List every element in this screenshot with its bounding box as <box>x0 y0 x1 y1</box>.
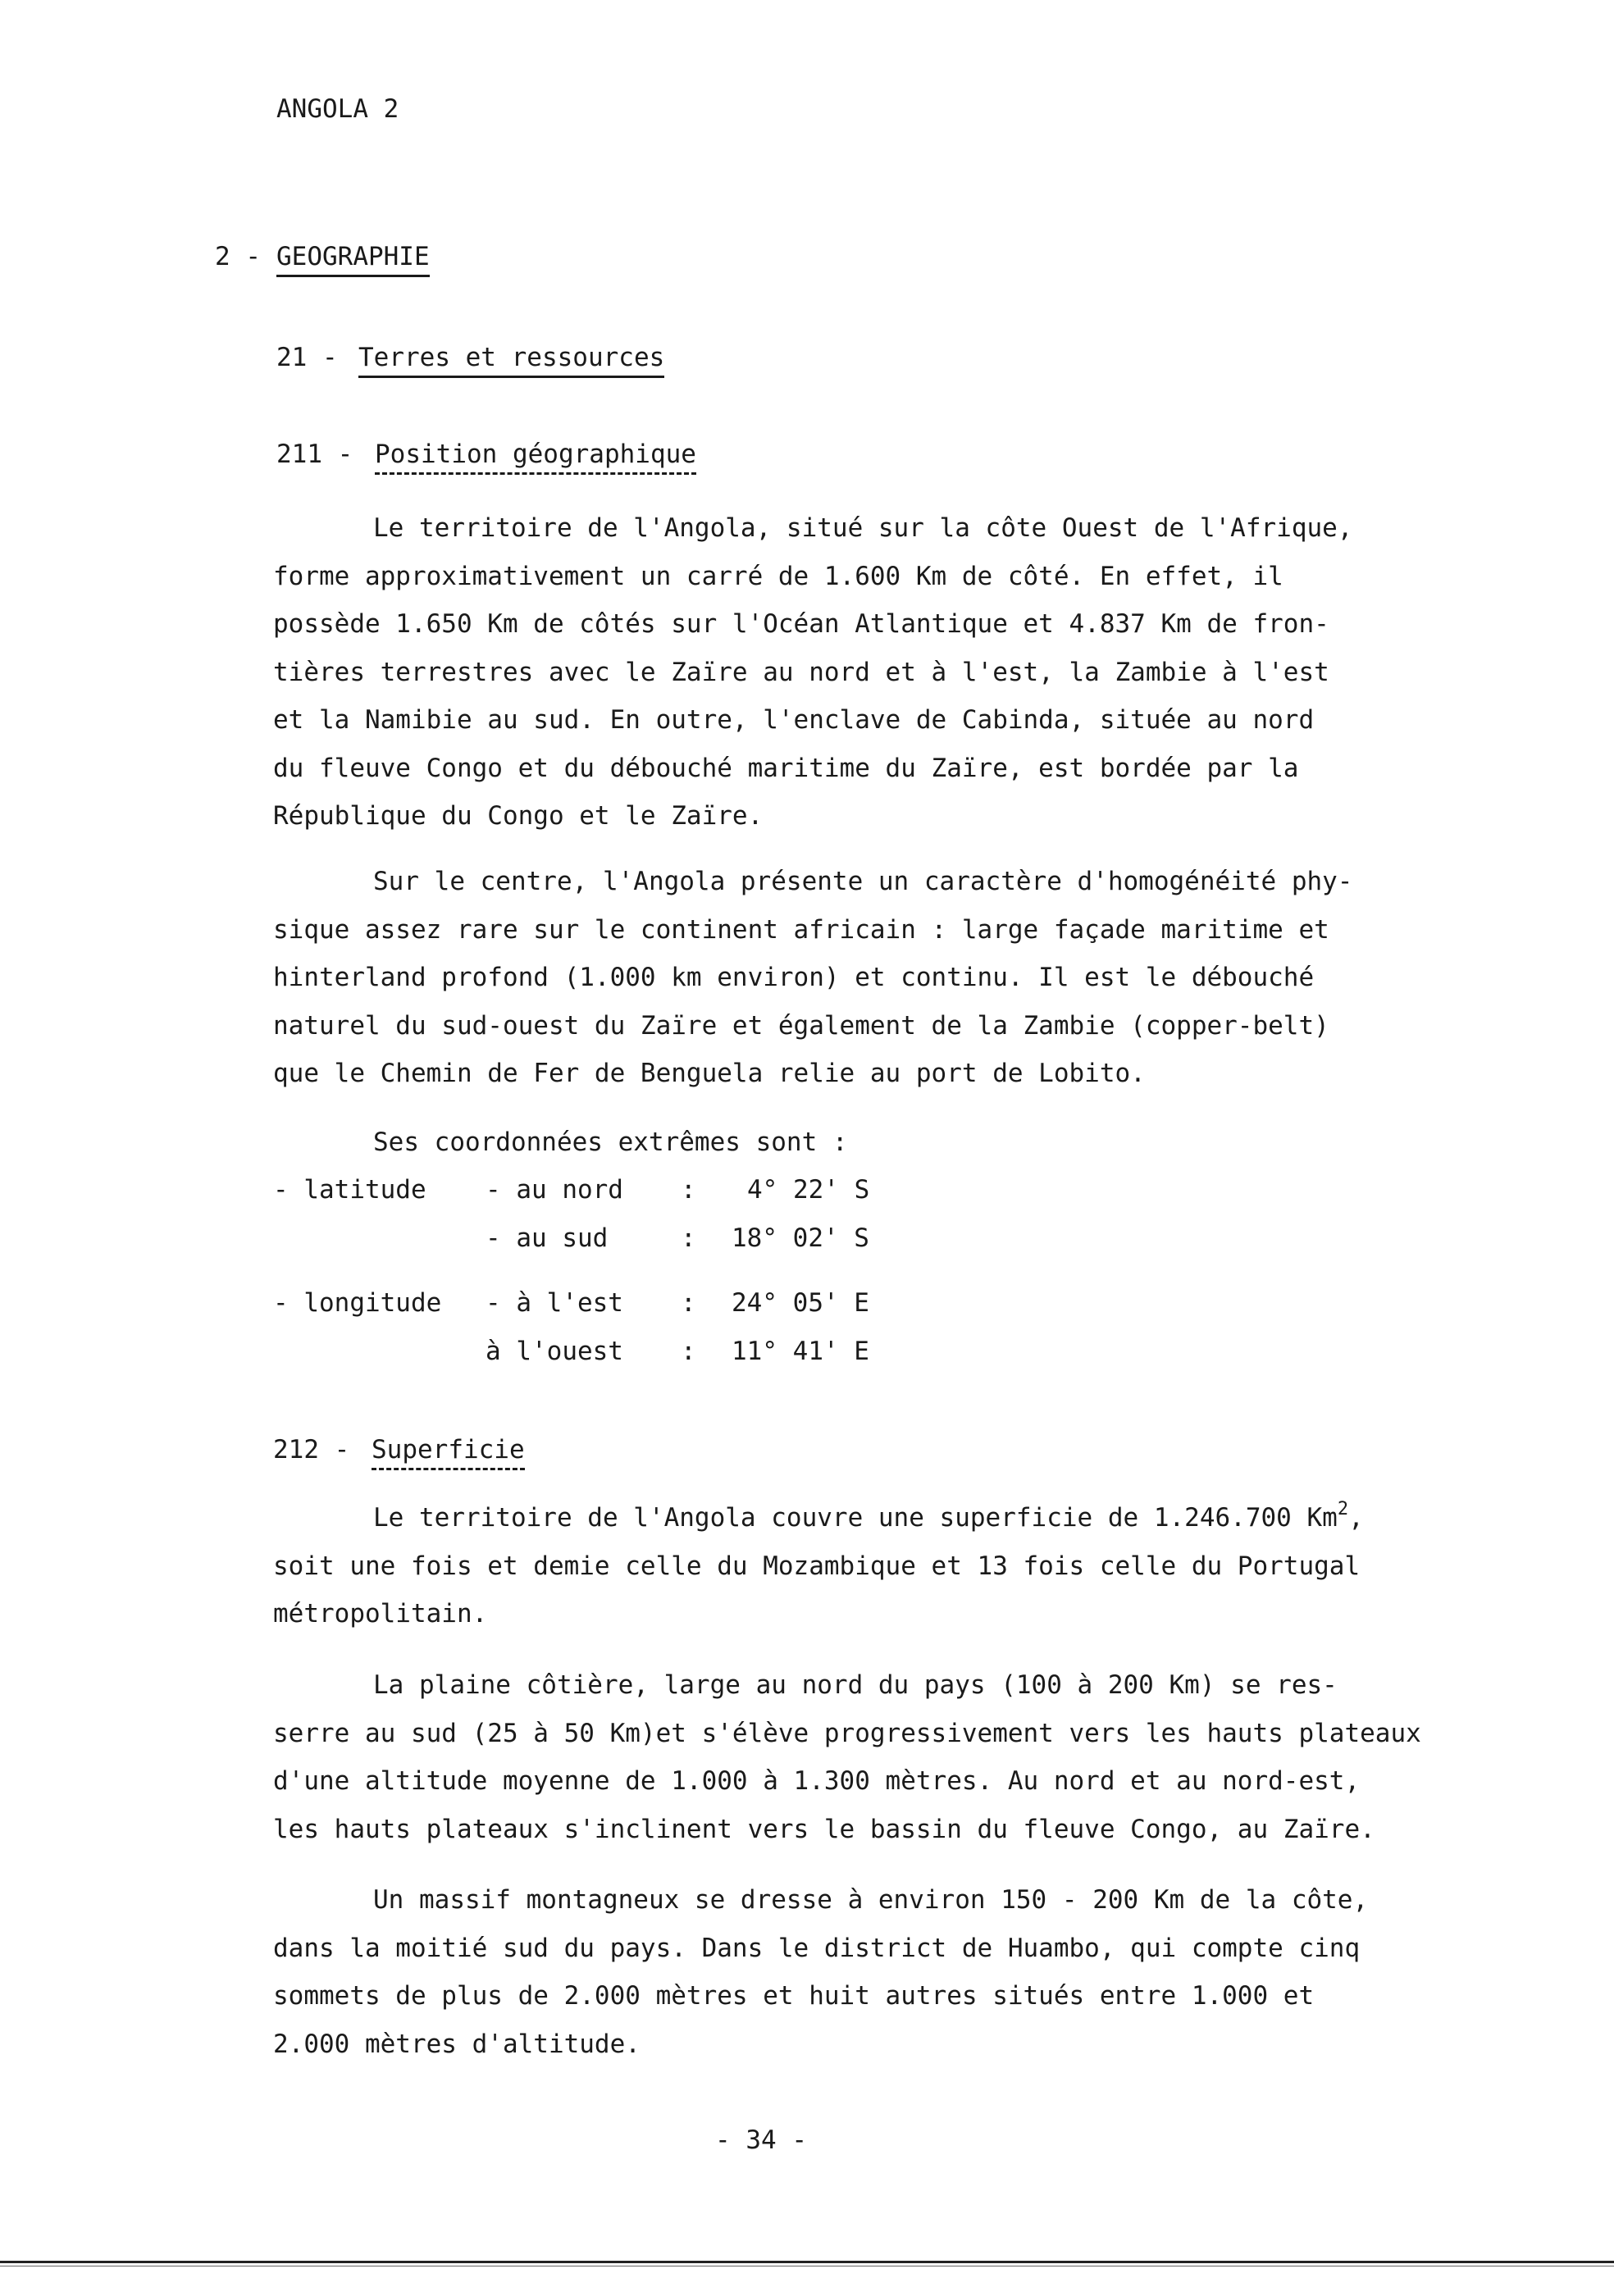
coord-direction: - au sud <box>486 1223 609 1253</box>
s212-number: 212 - <box>273 1435 350 1465</box>
coord-separator: : <box>681 1223 696 1253</box>
text-line: forme approximativement un carré de 1.600 Km de côté. En effet, il <box>273 561 1283 591</box>
text-line: Le territoire de l'Angola, situé sur la côte Ouest de l'Afrique, <box>373 513 1353 543</box>
text-line: La plaine côtière, large au nord du pays (100 à 200 Km) se res- <box>373 1670 1338 1700</box>
page-number: - 34 - <box>715 2125 807 2155</box>
text-line: sique assez rare sur le continent africain : large façade maritime et <box>273 914 1329 945</box>
punctuation: , <box>1348 1503 1364 1533</box>
running-title: ANGOLA 2 <box>276 94 399 124</box>
text-line: 2.000 mètres d'altitude. <box>273 2029 641 2059</box>
coord-value: 18° 02' S <box>732 1223 869 1253</box>
text-line: soit une fois et demie celle du Mozambique et 13 fois celle du Portugal <box>273 1551 1361 1581</box>
coord-separator: : <box>681 1337 696 1366</box>
coord-value: 4° 22' S <box>747 1175 870 1205</box>
coord-direction: - à l'est <box>486 1288 623 1318</box>
text-line: tières terrestres avec le Zaïre au nord et à l'est, la Zambie à l'est <box>273 657 1329 687</box>
subsection-number: 21 - <box>276 343 338 372</box>
s211-paragraph-2 <box>273 858 1503 1098</box>
s211-number: 211 - <box>276 440 353 469</box>
coord-value: 24° 05' E <box>732 1288 869 1318</box>
s212-paragraph-3 <box>273 1876 1503 2068</box>
bottom-rule <box>0 2261 1614 2263</box>
coord-label: - longitude <box>273 1288 442 1318</box>
coord-direction: à l'ouest <box>486 1337 623 1366</box>
superscript: 2 <box>1337 1499 1349 1519</box>
text-line: serre au sud (25 à 50 Km)et s'élève progressivement vers les hauts plateaux <box>273 1718 1421 1748</box>
s211-title: Position géographique <box>375 442 696 475</box>
coord-label: - latitude <box>273 1175 426 1205</box>
text-line: hinterland profond (1.000 km environ) et continu. Il est le débouché <box>273 963 1315 992</box>
s212-paragraph-2 <box>273 1661 1503 1853</box>
text-line: Sur le centre, l'Angola présente un caractère d'homogénéité phy- <box>373 867 1353 896</box>
coords-intro: Ses coordonnées extrêmes sont : <box>373 1128 848 1157</box>
coord-separator: : <box>681 1288 696 1318</box>
text-line: Un massif montagneux se dresse à environ 150 - 200 Km de la côte, <box>373 1885 1369 1915</box>
text-line: sommets de plus de 2.000 mètres et huit autres situés entre 1.000 et <box>273 1981 1315 2011</box>
text-line-body: Le territoire de l'Angola couvre une superficie de 1.246.700 Km <box>373 1503 1338 1533</box>
text-line: République du Congo et le Zaïre. <box>273 801 764 831</box>
s212-paragraph-1 <box>273 1494 1503 1638</box>
text-line: dans la moitié sud du pays. Dans le district de Huambo, qui compte cinq <box>273 1933 1361 1963</box>
coord-value: 11° 41' E <box>732 1337 869 1366</box>
text-line: naturel du sud-ouest du Zaïre et également de la Zambie (copper-belt) <box>273 1010 1329 1041</box>
section-number: 2 - <box>215 242 261 271</box>
text-line <box>273 1494 1503 1542</box>
text-line: et la Namibie au sud. En outre, l'enclave de Cabinda, située au nord <box>273 705 1315 735</box>
section-title: GEOGRAPHIE <box>276 244 430 277</box>
s212-title: Superficie <box>372 1437 525 1470</box>
subsection-title: Terres et ressources <box>358 345 664 378</box>
s211-paragraph-1 <box>273 504 1503 840</box>
coord-separator: : <box>681 1175 696 1205</box>
text-line: métropolitain. <box>273 1599 488 1629</box>
text-line: d'une altitude moyenne de 1.000 à 1.300 mètres. Au nord et au nord-est, <box>273 1766 1361 1796</box>
text-line: les hauts plateaux s'inclinent vers le bassin du fleuve Congo, au Zaïre. <box>273 1814 1375 1844</box>
text-line: du fleuve Congo et du débouché maritime du Zaïre, est bordée par la <box>273 753 1299 783</box>
text-line: que le Chemin de Fer de Benguela relie au port de Lobito. <box>273 1059 1146 1088</box>
coord-direction: - au nord <box>486 1175 623 1205</box>
text-line: possède 1.650 Km de côtés sur l'Océan Atlantique et 4.837 Km de fron- <box>273 609 1329 639</box>
